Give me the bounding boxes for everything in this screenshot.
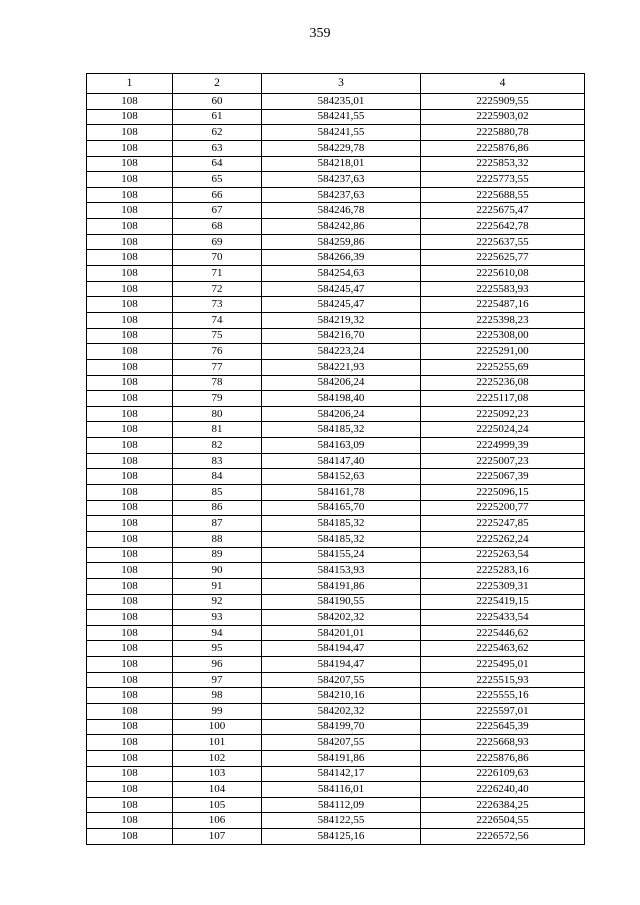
table-cell-col-3: 584152,63 [262, 469, 421, 485]
table-row [87, 485, 585, 501]
table-cell-col-3: 584190,55 [262, 594, 421, 610]
table-row [87, 735, 585, 751]
table-cell-col-2: 82 [173, 438, 262, 454]
table-cell-col-1: 108 [87, 657, 173, 673]
table-cell-col-4: 2225419,15 [421, 594, 585, 610]
table-cell-col-3: 584241,55 [262, 109, 421, 125]
table-cell-col-2: 85 [173, 485, 262, 501]
table-cell-col-3: 584206,24 [262, 406, 421, 422]
table-row [87, 547, 585, 563]
table-row [87, 187, 585, 203]
table-cell-col-4: 2225092,23 [421, 406, 585, 422]
coordinates-table [86, 73, 585, 845]
table-cell-col-2: 64 [173, 156, 262, 172]
table-cell-col-4: 2226240,40 [421, 782, 585, 798]
table-cell-col-3: 584163,09 [262, 438, 421, 454]
table-cell-col-3: 584254,63 [262, 266, 421, 282]
table-row [87, 219, 585, 235]
table-cell-col-1: 108 [87, 328, 173, 344]
table-cell-col-3: 584266,39 [262, 250, 421, 266]
table-cell-col-1: 108 [87, 250, 173, 266]
table-row [87, 578, 585, 594]
table-cell-col-4: 2225597,01 [421, 703, 585, 719]
table-cell-col-4: 2225463,62 [421, 641, 585, 657]
table-cell-col-1: 108 [87, 406, 173, 422]
table-row [87, 641, 585, 657]
column-header-4: 4 [421, 74, 585, 94]
table-row [87, 156, 585, 172]
table-cell-col-1: 108 [87, 782, 173, 798]
table-cell-col-1: 108 [87, 813, 173, 829]
table-cell-col-1: 108 [87, 578, 173, 594]
table-row [87, 829, 585, 845]
table-cell-col-1: 108 [87, 750, 173, 766]
table-cell-col-4: 2225200,77 [421, 500, 585, 516]
table-row [87, 782, 585, 798]
table-row [87, 94, 585, 110]
table-cell-col-3: 584161,78 [262, 485, 421, 501]
table-row [87, 610, 585, 626]
table-cell-col-1: 108 [87, 829, 173, 845]
table-cell-col-4: 2225675,47 [421, 203, 585, 219]
table-cell-col-2: 97 [173, 672, 262, 688]
table-cell-col-1: 108 [87, 422, 173, 438]
table-cell-col-3: 584207,55 [262, 735, 421, 751]
table-cell-col-3: 584201,01 [262, 625, 421, 641]
table-cell-col-4: 2225688,55 [421, 187, 585, 203]
table-cell-col-4: 2225007,23 [421, 453, 585, 469]
table-cell-col-4: 2225308,00 [421, 328, 585, 344]
table-row [87, 344, 585, 360]
table-cell-col-3: 584221,93 [262, 359, 421, 375]
table-cell-col-2: 60 [173, 94, 262, 110]
table-cell-col-1: 108 [87, 547, 173, 563]
table-cell-col-1: 108 [87, 719, 173, 735]
table-cell-col-3: 584210,16 [262, 688, 421, 704]
table-cell-col-3: 584202,32 [262, 703, 421, 719]
table-row [87, 703, 585, 719]
table-cell-col-2: 92 [173, 594, 262, 610]
table-cell-col-4: 2225668,93 [421, 735, 585, 751]
table-row [87, 797, 585, 813]
table-cell-col-3: 584191,86 [262, 750, 421, 766]
table-row [87, 453, 585, 469]
table-cell-col-4: 2225610,08 [421, 266, 585, 282]
table-cell-col-4: 2225117,08 [421, 391, 585, 407]
table-cell-col-2: 95 [173, 641, 262, 657]
table-row [87, 250, 585, 266]
table-cell-col-1: 108 [87, 109, 173, 125]
table-cell-col-2: 94 [173, 625, 262, 641]
table-row [87, 312, 585, 328]
table-row [87, 531, 585, 547]
table-cell-col-4: 2224999,39 [421, 438, 585, 454]
table-cell-col-3: 584235,01 [262, 94, 421, 110]
table-cell-col-4: 2225853,32 [421, 156, 585, 172]
table-cell-col-2: 88 [173, 531, 262, 547]
table-cell-col-1: 108 [87, 516, 173, 532]
table-row [87, 625, 585, 641]
table-cell-col-1: 108 [87, 266, 173, 282]
table-cell-col-1: 108 [87, 625, 173, 641]
table-row [87, 422, 585, 438]
table-row [87, 657, 585, 673]
table-cell-col-2: 89 [173, 547, 262, 563]
table-cell-col-1: 108 [87, 438, 173, 454]
table-cell-col-2: 77 [173, 359, 262, 375]
table-cell-col-4: 2225263,54 [421, 547, 585, 563]
table-row [87, 750, 585, 766]
table-cell-col-4: 2226504,55 [421, 813, 585, 829]
table-cell-col-4: 2225255,69 [421, 359, 585, 375]
table-cell-col-2: 99 [173, 703, 262, 719]
table-row [87, 234, 585, 250]
table-cell-col-2: 75 [173, 328, 262, 344]
table-cell-col-2: 102 [173, 750, 262, 766]
table-cell-col-3: 584237,63 [262, 187, 421, 203]
table-row [87, 813, 585, 829]
table-cell-col-2: 66 [173, 187, 262, 203]
table-cell-col-4: 2225309,31 [421, 578, 585, 594]
table-cell-col-3: 584116,01 [262, 782, 421, 798]
table-row [87, 109, 585, 125]
table-cell-col-1: 108 [87, 469, 173, 485]
table-cell-col-2: 93 [173, 610, 262, 626]
table-cell-col-3: 584165,70 [262, 500, 421, 516]
table-cell-col-1: 108 [87, 531, 173, 547]
table-cell-col-3: 584207,55 [262, 672, 421, 688]
table-cell-col-4: 2225433,54 [421, 610, 585, 626]
table-cell-col-2: 107 [173, 829, 262, 845]
table-row [87, 140, 585, 156]
table-cell-col-4: 2225642,78 [421, 219, 585, 235]
table-row [87, 766, 585, 782]
table-cell-col-1: 108 [87, 391, 173, 407]
table-cell-col-4: 2225880,78 [421, 125, 585, 141]
table-cell-col-1: 108 [87, 297, 173, 313]
table-cell-col-3: 584199,70 [262, 719, 421, 735]
table-cell-col-2: 76 [173, 344, 262, 360]
table-body [87, 94, 585, 845]
table-row [87, 359, 585, 375]
table-cell-col-2: 78 [173, 375, 262, 391]
table-row [87, 266, 585, 282]
table-cell-col-2: 91 [173, 578, 262, 594]
table-cell-col-2: 69 [173, 234, 262, 250]
table-cell-col-2: 70 [173, 250, 262, 266]
table-cell-col-4: 2225583,93 [421, 281, 585, 297]
table-cell-col-3: 584142,17 [262, 766, 421, 782]
table-cell-col-2: 74 [173, 312, 262, 328]
table-cell-col-2: 65 [173, 172, 262, 188]
table-header-row [87, 74, 585, 94]
table-row [87, 297, 585, 313]
table-cell-col-4: 2225773,55 [421, 172, 585, 188]
table-cell-col-3: 584112,09 [262, 797, 421, 813]
table-cell-col-4: 2225236,08 [421, 375, 585, 391]
table-cell-col-1: 108 [87, 672, 173, 688]
table-cell-col-4: 2225398,23 [421, 312, 585, 328]
table-cell-col-2: 80 [173, 406, 262, 422]
table-cell-col-1: 108 [87, 172, 173, 188]
table-cell-col-4: 2225247,85 [421, 516, 585, 532]
table-cell-col-2: 98 [173, 688, 262, 704]
table-cell-col-1: 108 [87, 485, 173, 501]
table-cell-col-4: 2225291,00 [421, 344, 585, 360]
table-cell-col-4: 2225876,86 [421, 140, 585, 156]
table-cell-col-1: 108 [87, 453, 173, 469]
table-cell-col-1: 108 [87, 375, 173, 391]
table-cell-col-4: 2225024,24 [421, 422, 585, 438]
table-cell-col-3: 584246,78 [262, 203, 421, 219]
table-cell-col-3: 584185,32 [262, 422, 421, 438]
column-header-2: 2 [173, 74, 262, 94]
table-row [87, 719, 585, 735]
table-cell-col-2: 96 [173, 657, 262, 673]
table-cell-col-3: 584259,86 [262, 234, 421, 250]
table-cell-col-4: 2226384,25 [421, 797, 585, 813]
table-cell-col-4: 2225096,15 [421, 485, 585, 501]
table-cell-col-4: 2225555,16 [421, 688, 585, 704]
table-cell-col-2: 73 [173, 297, 262, 313]
table-row [87, 172, 585, 188]
table-cell-col-1: 108 [87, 797, 173, 813]
table-cell-col-1: 108 [87, 610, 173, 626]
table-cell-col-2: 105 [173, 797, 262, 813]
table-cell-col-2: 86 [173, 500, 262, 516]
table-row [87, 328, 585, 344]
table-cell-col-1: 108 [87, 688, 173, 704]
table-cell-col-4: 2225067,39 [421, 469, 585, 485]
table-cell-col-3: 584218,01 [262, 156, 421, 172]
table-cell-col-2: 83 [173, 453, 262, 469]
table-cell-col-2: 106 [173, 813, 262, 829]
table-cell-col-2: 84 [173, 469, 262, 485]
table-row [87, 406, 585, 422]
table-cell-col-3: 584194,47 [262, 641, 421, 657]
table-cell-col-1: 108 [87, 156, 173, 172]
table-cell-col-3: 584242,86 [262, 219, 421, 235]
table-cell-col-4: 2225637,55 [421, 234, 585, 250]
table-cell-col-3: 584185,32 [262, 531, 421, 547]
table-cell-col-2: 61 [173, 109, 262, 125]
table-cell-col-2: 67 [173, 203, 262, 219]
table-cell-col-2: 63 [173, 140, 262, 156]
table-cell-col-1: 108 [87, 187, 173, 203]
column-header-1: 1 [87, 74, 173, 94]
table-row [87, 563, 585, 579]
table-cell-col-4: 2226572,56 [421, 829, 585, 845]
table-cell-col-2: 81 [173, 422, 262, 438]
table-cell-col-1: 108 [87, 359, 173, 375]
table-cell-col-1: 108 [87, 563, 173, 579]
table-cell-col-1: 108 [87, 281, 173, 297]
table-cell-col-3: 584155,24 [262, 547, 421, 563]
table-cell-col-3: 584122,55 [262, 813, 421, 829]
table-cell-col-3: 584194,47 [262, 657, 421, 673]
table-row [87, 203, 585, 219]
table-cell-col-1: 108 [87, 203, 173, 219]
table-cell-col-3: 584185,32 [262, 516, 421, 532]
table-cell-col-1: 108 [87, 735, 173, 751]
column-header-3: 3 [262, 74, 421, 94]
table-cell-col-4: 2226109,63 [421, 766, 585, 782]
table-cell-col-1: 108 [87, 594, 173, 610]
table-cell-col-3: 584191,86 [262, 578, 421, 594]
table-cell-col-3: 584237,63 [262, 172, 421, 188]
table-cell-col-4: 2225903,02 [421, 109, 585, 125]
table-row [87, 688, 585, 704]
page-number: 359 [309, 26, 331, 41]
table-cell-col-1: 108 [87, 140, 173, 156]
table-cell-col-4: 2225262,24 [421, 531, 585, 547]
table-cell-col-4: 2225515,93 [421, 672, 585, 688]
table-cell-col-3: 584219,32 [262, 312, 421, 328]
table-cell-col-3: 584241,55 [262, 125, 421, 141]
table-cell-col-2: 71 [173, 266, 262, 282]
table-row [87, 516, 585, 532]
table-row [87, 125, 585, 141]
table-row [87, 469, 585, 485]
table-cell-col-2: 87 [173, 516, 262, 532]
table-cell-col-2: 104 [173, 782, 262, 798]
table-cell-col-2: 79 [173, 391, 262, 407]
table-cell-col-1: 108 [87, 234, 173, 250]
table-row [87, 391, 585, 407]
table-cell-col-1: 108 [87, 344, 173, 360]
table-cell-col-1: 108 [87, 703, 173, 719]
table-cell-col-3: 584147,40 [262, 453, 421, 469]
table-cell-col-4: 2225909,55 [421, 94, 585, 110]
table-cell-col-3: 584198,40 [262, 391, 421, 407]
table-cell-col-3: 584245,47 [262, 281, 421, 297]
table-cell-col-2: 62 [173, 125, 262, 141]
table-cell-col-1: 108 [87, 312, 173, 328]
table-row [87, 375, 585, 391]
table-cell-col-3: 584216,70 [262, 328, 421, 344]
table-cell-col-2: 103 [173, 766, 262, 782]
table-cell-col-2: 90 [173, 563, 262, 579]
table-cell-col-4: 2225876,86 [421, 750, 585, 766]
table-cell-col-4: 2225645,39 [421, 719, 585, 735]
table-cell-col-4: 2225495,01 [421, 657, 585, 673]
table-cell-col-3: 584125,16 [262, 829, 421, 845]
table-cell-col-3: 584153,93 [262, 563, 421, 579]
table-cell-col-3: 584245,47 [262, 297, 421, 313]
table-cell-col-1: 108 [87, 94, 173, 110]
table-cell-col-2: 101 [173, 735, 262, 751]
table-cell-col-3: 584223,24 [262, 344, 421, 360]
table-row [87, 281, 585, 297]
table-cell-col-4: 2225446,62 [421, 625, 585, 641]
table-cell-col-2: 68 [173, 219, 262, 235]
table-cell-col-3: 584229,78 [262, 140, 421, 156]
table-row [87, 438, 585, 454]
table-cell-col-3: 584202,32 [262, 610, 421, 626]
table-cell-col-4: 2225283,16 [421, 563, 585, 579]
table-cell-col-4: 2225625,77 [421, 250, 585, 266]
table-cell-col-2: 100 [173, 719, 262, 735]
table-cell-col-1: 108 [87, 500, 173, 516]
table-row [87, 672, 585, 688]
table-cell-col-3: 584206,24 [262, 375, 421, 391]
table-cell-col-1: 108 [87, 125, 173, 141]
table-cell-col-2: 72 [173, 281, 262, 297]
table-cell-col-4: 2225487,16 [421, 297, 585, 313]
table-cell-col-1: 108 [87, 641, 173, 657]
table-cell-col-1: 108 [87, 766, 173, 782]
table-cell-col-1: 108 [87, 219, 173, 235]
table-row [87, 500, 585, 516]
table-row [87, 594, 585, 610]
